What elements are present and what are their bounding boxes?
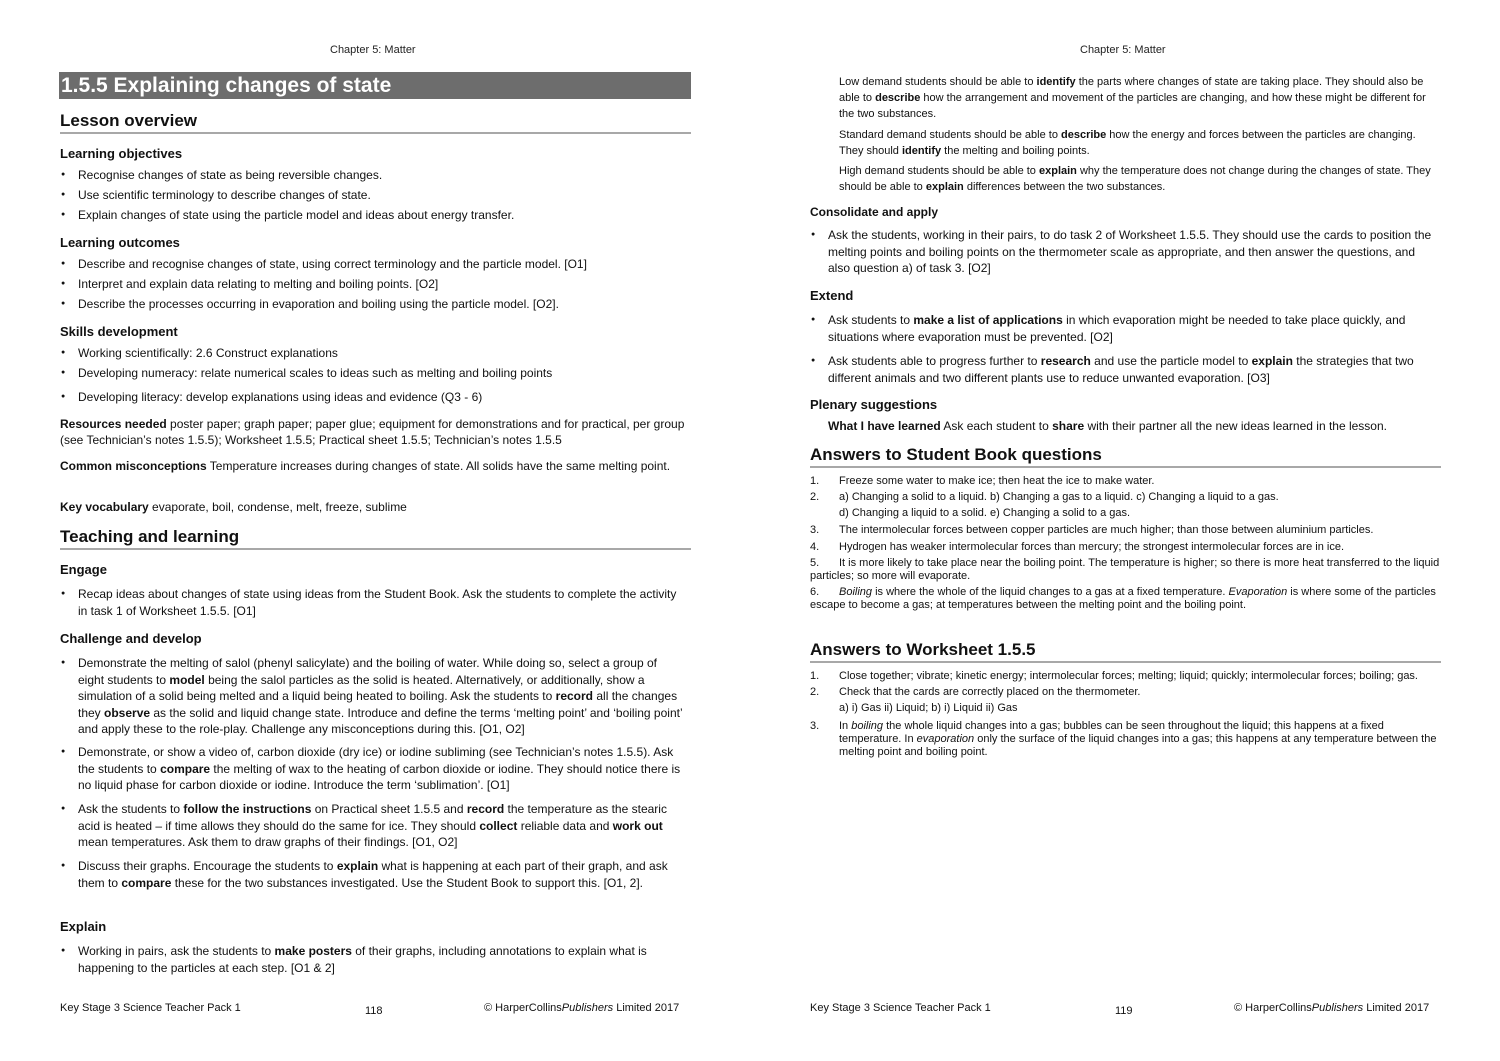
text: on Practical sheet 1.5.5 and [311, 802, 467, 816]
answer-term: boiling [851, 720, 884, 732]
keyword: identify [901, 145, 942, 157]
worksheet-answers-heading: Answers to Worksheet 1.5.5 [810, 640, 1441, 663]
resources-text: poster paper; graph paper; paper glue; equipment for demonstrations and for practical, per group (see Technician’s notes 1.5.5); Worksheet 1.5.5; Practical sheet 1.5.5; Technician’s notes 1.5.5 [60, 417, 685, 447]
footer-copyright [1234, 1002, 1429, 1014]
plenary-heading: Plenary suggestions [810, 397, 938, 412]
answer-item [810, 686, 1440, 699]
text: how the arrangement and movement of the particles are changing, and how these might be different for the two substances. [839, 92, 1426, 120]
answer-number: 6. [810, 586, 820, 598]
text: Demonstrate the melting of salol (phenyl salicylate) and the boiling of water. While doing so, select a group of eight students to [78, 656, 657, 687]
text: Ask the students to [78, 802, 184, 816]
footer-copyright [484, 1002, 679, 1014]
text: the melting and boiling points. [941, 145, 1090, 157]
text: as the solid and liquid change state. Introduce and define the terms ‘melting point’ and ‘boiling point’ and apply these to the role-play. Challenge any misconceptions during this. [O1, O2] [78, 705, 683, 736]
answer-item [810, 491, 1440, 504]
answer-number: 2. [810, 686, 820, 698]
answer-text: Close together; vibrate; kinetic energy; intermolecular forces; melting; liquid; quickly; intermolecular forces; boiling; gas. [839, 670, 1418, 682]
text: being the salol particles as the solid is heated. Alternatively, or additionally, show a simulation of a solid being melted and a liquid being heated to boiling. Ask the students to [78, 672, 645, 703]
keyword: identify [1036, 76, 1076, 88]
answer-text: is where some of the particles escape to become a gas; at temperatures between the melting point and the boiling point. [810, 586, 1436, 611]
keyword: follow the instructions [183, 802, 312, 816]
teaching-heading: Teaching and learning [60, 527, 691, 550]
copyright-text: © HarperCollins [1234, 1002, 1312, 1014]
text: Discuss their graphs. Encourage the students to [78, 859, 337, 873]
answer-text: only the surface of the liquid changes into a gas; this happens at any temperature between the melting point and boiling point. [839, 733, 1437, 758]
consolidate-item: ● Ask the students, working in their pairs, to do task 2 of Worksheet 1.5.5. They should use the cards to position the melting points and boiling points on the thermometer scale as appropriate, and then answer the questions, and also question a) of task 3. [O2] [810, 227, 1435, 277]
common-misconceptions [60, 458, 685, 474]
engage-heading: Engage [60, 562, 107, 577]
outcome-item: ● Describe the processes occurring in evaporation and boiling using the particle model. [O2]. [60, 296, 685, 313]
text: with their partner all the new ideas learned in the lesson. [1084, 419, 1387, 433]
keyword: explain [336, 859, 379, 873]
answer-item [810, 586, 1440, 612]
challenge-item [60, 655, 685, 738]
objective-item: ● Recognise changes of state as being reversible changes. [60, 167, 685, 184]
answer-item [810, 475, 1440, 488]
vocab-label: Key vocabulary [60, 500, 149, 514]
key-vocabulary [60, 499, 685, 515]
text: mean temperatures. Ask them to draw graphs of their findings. [O1, O2] [78, 835, 458, 849]
answer-text: d) Changing a liquid to a solid. e) Changing a solid to a gas. [839, 507, 1131, 519]
answer-text: It is more likely to take place near the boiling point. The temperature is higher; so there is more heat transferred to the liquid particles; so more will evaporate. [810, 557, 1440, 582]
text: Low demand students should be able to [839, 76, 1037, 88]
running-head: Chapter 5: Matter [1080, 44, 1166, 56]
extend-item [810, 353, 1435, 386]
answer-number: 1. [810, 475, 820, 487]
text: these for the two substances investigated. Use the Student Book to support this. [O1, 2]. [171, 875, 643, 890]
text: how the energy and forces between the particles are changing. They should [839, 129, 1416, 157]
answer-number: 3. [810, 524, 820, 536]
objective-item: ● Explain changes of state using the particle model and ideas about energy transfer. [60, 207, 685, 224]
answer-item [810, 524, 1440, 537]
footer-title: Key Stage 3 Science Teacher Pack 1 [810, 1002, 991, 1014]
text: the strategies that two different animals and two different plants use to reduce unwanted evaporation. [O3] [828, 354, 1414, 385]
demand-paragraph [810, 127, 1442, 159]
explain-item [60, 943, 685, 976]
answer-text: Check that the cards are correctly placed on the thermometer. [839, 686, 1141, 698]
keyword: model [169, 672, 205, 687]
right-page [810, 0, 1442, 1061]
keyword: record [555, 689, 594, 703]
answer-number: 1. [810, 670, 820, 682]
left-page [60, 0, 692, 1061]
keyword: record [466, 802, 505, 816]
extend-heading: Extend [810, 288, 854, 303]
misconceptions-text: Temperature increases during changes of state. All solids have the same melting point. [206, 459, 671, 473]
footer-title: Key Stage 3 Science Teacher Pack 1 [60, 1002, 241, 1014]
objectives-heading: Learning objectives [60, 146, 183, 161]
text: what is happening at each part of their graph, and ask them to [78, 859, 668, 890]
answer-number: 3. [810, 720, 820, 732]
outcomes-heading: Learning outcomes [60, 235, 180, 250]
plenary-text [810, 418, 1453, 434]
text: the parts where changes of state are taking place. They should also be able to [839, 76, 1424, 104]
keyword: compare [160, 761, 211, 776]
text: of their graphs, including annotations to explain what is happening to the particles at each step. [O1 & 2] [78, 944, 647, 975]
keyword: make posters [274, 944, 352, 958]
answer-item [810, 557, 1440, 583]
answer-number: 4. [810, 541, 820, 553]
answer-text: The intermolecular forces between copper particles are much higher; than those between aluminium particles. [839, 524, 1374, 536]
keyword: observe [104, 705, 151, 720]
demand-paragraph [810, 74, 1442, 122]
keyword: describe [1061, 129, 1107, 141]
objective-item: ● Use scientific terminology to describe changes of state. [60, 187, 685, 204]
answer-number: 5. [810, 557, 820, 569]
keyword: explain [1038, 165, 1077, 177]
text: all the changes they [78, 689, 678, 720]
extend-item [810, 312, 1435, 345]
answer-item [810, 541, 1440, 554]
copyright-text: © HarperCollins [484, 1002, 562, 1014]
answer-text: a) i) Gas ii) Liquid; b) i) Liquid ii) Gas [839, 702, 1018, 714]
answer-text: the whole liquid changes into a gas; bubbles can be seen throughout the liquid; this happens at a fixed temperature. In [839, 720, 1384, 745]
keyword: explain [1251, 354, 1293, 368]
text: the temperature as the stearic acid is heated – if time allows they should do the same for ice. They should [78, 802, 667, 833]
plenary-label: What I have learned [828, 419, 941, 433]
page-number: 118 [365, 1005, 383, 1017]
resources-needed [60, 416, 685, 448]
answer-text: In [839, 720, 852, 732]
skill-item: ● Working scientifically: 2.6 Construct explanations [60, 345, 685, 362]
copyright-italic: Publishers [1311, 1002, 1364, 1014]
text: Ask students able to progress further to [828, 354, 1041, 368]
outcome-item: ● Interpret and explain data relating to melting and boiling points. [O2] [60, 276, 685, 293]
text: in which evaporation might be needed to take place quickly, and situations where evaporation must be prevented. [O2] [828, 313, 1406, 344]
copyright-text: Limited 2017 [1363, 1002, 1430, 1014]
answer-item [810, 702, 1440, 715]
answer-term: evaporation [916, 733, 975, 745]
text: Ask each student to [940, 419, 1053, 433]
misconceptions-label: Common misconceptions [60, 459, 207, 473]
consolidate-heading: Consolidate and apply [810, 205, 939, 219]
keyword: research [1040, 354, 1091, 368]
keyword: work out [612, 818, 663, 833]
keyword: explain [925, 181, 964, 193]
lesson-overview-heading: Lesson overview [60, 111, 691, 134]
demand-paragraph [810, 163, 1442, 195]
answer-term: Boiling [839, 586, 873, 598]
skill-item: ● Developing literacy: develop explanations using ideas and evidence (Q3 - 6) [60, 389, 685, 406]
text: Standard demand students should be able to [839, 129, 1061, 141]
keyword: compare [121, 875, 172, 890]
lesson-title: 1.5.5 Explaining changes of state [59, 72, 691, 99]
copyright-text: Limited 2017 [613, 1002, 680, 1014]
skill-item: ● Developing numeracy: relate numerical scales to ideas such as melting and boiling points [60, 365, 685, 382]
answer-item [810, 507, 1440, 520]
page-number: 119 [1115, 1005, 1133, 1017]
text: Ask students to [828, 313, 914, 327]
keyword: describe [875, 92, 921, 104]
keyword: collect [479, 818, 518, 833]
text: differences between the two substances. [963, 181, 1166, 193]
text: reliable data and [517, 818, 613, 833]
keyword: share [1052, 419, 1085, 433]
running-head: Chapter 5: Matter [330, 44, 416, 56]
answer-term: Evaporation [1228, 586, 1288, 598]
student-book-answers-heading: Answers to Student Book questions [810, 445, 1441, 468]
skills-heading: Skills development [60, 324, 178, 339]
challenge-item [60, 744, 685, 794]
answer-number: 2. [810, 491, 820, 503]
text: and use the particle model to [1090, 354, 1252, 368]
copyright-italic: Publishers [561, 1002, 614, 1014]
challenge-item [60, 858, 685, 891]
challenge-heading: Challenge and develop [60, 631, 202, 646]
text: the melting of wax to the heating of carbon dioxide or iodine. They should notice there is no liquid phase for carbon dioxide or iodine. Introduce the term ‘sublimation’. [O1] [78, 761, 681, 792]
text: Demonstrate, or show a video of, carbon dioxide (dry ice) or iodine subliming (see Technician’s notes 1.5.5). Ask the students to [78, 745, 674, 776]
resources-label: Resources needed [60, 417, 167, 431]
challenge-item [60, 801, 685, 851]
engage-item: ● Recap ideas about changes of state using ideas from the Student Book. Ask the students to complete the activity in task 1 of Worksheet 1.5.5. [O1] [60, 586, 685, 619]
answer-text: Freeze some water to make ice; then heat the ice to make water. [839, 475, 1155, 487]
text: Working in pairs, ask the students to [78, 944, 275, 958]
text: why the temperature does not change during the changes of state. They should be able to [839, 165, 1431, 193]
answer-text: a) Changing a solid to a liquid. b) Changing a gas to a liquid. c) Changing a liquid to a gas. [839, 491, 1279, 503]
keyword: make a list of applications [913, 313, 1063, 327]
answer-item [810, 670, 1440, 683]
text: High demand students should be able to [839, 165, 1039, 177]
answer-text: Hydrogen has weaker intermolecular forces than mercury; the strongest intermolecular forces are in ice. [839, 541, 1345, 553]
vocab-text: evaporate, boil, condense, melt, freeze, sublime [148, 500, 407, 514]
explain-heading: Explain [60, 919, 107, 934]
outcome-item: ● Describe and recognise changes of state, using correct terminology and the particle model. [O1] [60, 256, 685, 273]
answer-item [810, 720, 1440, 759]
answer-text: is where the whole of the liquid changes to a gas at a fixed temperature. [872, 586, 1229, 598]
